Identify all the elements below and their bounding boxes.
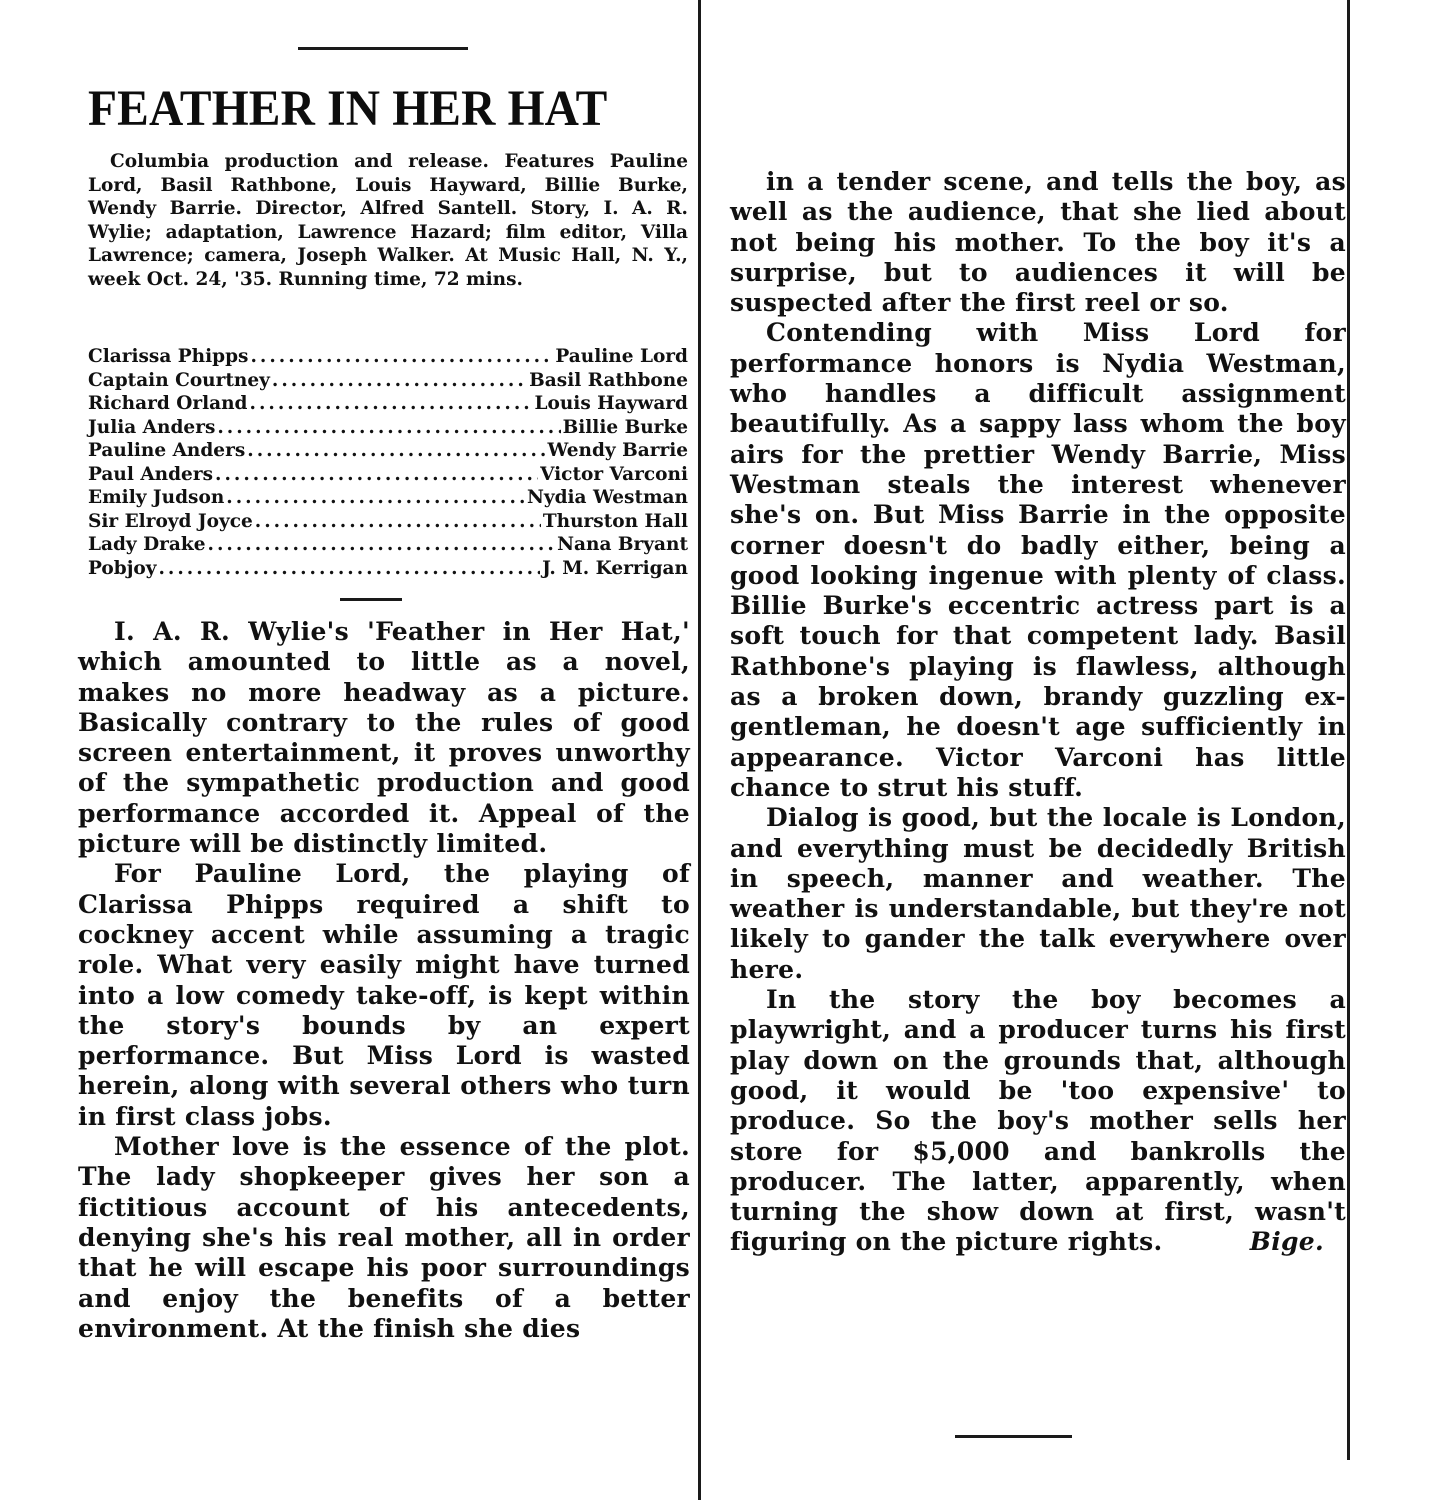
cast-role: Emily Judson (88, 487, 225, 508)
cast-role: Pobjoy (88, 557, 157, 579)
cast-row (88, 392, 688, 416)
cast-role: Lady Drake (88, 534, 206, 555)
review-body-left (78, 617, 690, 1344)
paragraph-text: In the story the boy becomes a playwright, and a producer turns his first play down on the grounds that, although good, it would be 'too expensive' to produce. So the boy's mother sells her store for $5,000 and bankrolls the producer. The latter, apparently, when turning the show down at first, wasn't figuring on the picture rights. (730, 985, 1346, 1257)
credits-block (88, 150, 688, 291)
review-body-right (730, 167, 1346, 1258)
cast-role: Sir Elroyd Joyce (88, 510, 253, 532)
cast-row (88, 510, 688, 534)
leader-dots (217, 416, 560, 440)
cast-row (88, 369, 688, 393)
column-divider (698, 0, 701, 1500)
leader-dots (250, 392, 533, 416)
cast-actor: Victor Varconi (540, 463, 688, 485)
leader-dots (250, 345, 553, 369)
cast-role: Julia Anders (88, 416, 216, 438)
cast-role: Pauline Anders (88, 440, 246, 461)
paragraph-with-signature (730, 985, 1346, 1258)
leader-dots (226, 486, 525, 510)
leader-dots (215, 463, 538, 487)
cast-row (88, 416, 688, 440)
cast-list (88, 345, 688, 580)
top-rule (298, 47, 468, 50)
cast-row (88, 533, 688, 557)
cast-row (88, 463, 688, 487)
cast-role: Clarissa Phipps (88, 346, 249, 367)
right-edge-rule (1347, 0, 1350, 1460)
cast-actor: Thurston Hall (542, 510, 688, 532)
paragraph: For Pauline Lord, the playing of Clarissa Phipps required a shift to cockney accent while assuming a tragic role. What very easily might have turned into a low comedy take-off, is kept within the story's bounds by an expert performance. But Miss Lord is wasted herein, along with several others who turn in first class jobs. (78, 859, 690, 1131)
reviewer-signature: Bige. (1249, 1227, 1324, 1257)
section-rule (340, 598, 402, 601)
paragraph: Dialog is good, but the locale is London, and everything must be decidedly British in speech, manner and weather. The weather is understandable, but they're not likely to gander the talk everywhere over here. (730, 803, 1346, 984)
cast-role: Richard Orland (88, 393, 248, 414)
paragraph: I. A. R. Wylie's 'Feather in Her Hat,' which amounted to little as a novel, makes no more headway as a picture. Basically contrary to the rules of good screen entertainment, it proves unworthy of the sympathetic production and good performance accorded it. Appeal of the picture will be distinctly limited. (78, 617, 690, 859)
cast-actor: Wendy Barrie (547, 440, 688, 461)
paragraph: Mother love is the essence of the plot. The lady shopkeeper gives her son a fictitious account of his antecedents, denying she's his real mother, all in order that he will escape his poor surroundings and enjoy the benefits of a better environment. At the finish she dies (78, 1132, 690, 1343)
cast-actor: Basil Rathbone (529, 369, 688, 391)
cast-actor: Nydia Westman (526, 487, 688, 508)
leader-dots (158, 557, 540, 581)
paragraph: Contending with Miss Lord for performance honors is Nydia Westman, who handles a difficult assignment beautifully. As a sappy lass whom the boy airs for the prettier Wendy Barrie, Miss Westman steals the interest whenever she's on. But Miss Barrie in the opposite corner doesn't do badly either, being a good looking ingenue with plenty of class. Billie Burke's eccentric actress part is a soft touch for that competent lady. Basil Rathbone's playing is flawless, although as a broken down, brandy guzzling ex-gentleman, he doesn't age sufficiently in appearance. Victor Varconi has little chance to strut his stuff. (730, 318, 1346, 802)
cast-row (88, 557, 688, 581)
review-headline: FEATHER IN HER HAT (88, 81, 608, 137)
leader-dots (255, 510, 541, 534)
cast-actor: J. M. Kerrigan (542, 557, 688, 579)
cast-row (88, 486, 688, 510)
cast-actor: Nana Bryant (557, 534, 688, 555)
end-rule (955, 1435, 1072, 1438)
paragraph: in a tender scene, and tells the boy, as well as the audience, that she lied about not being his mother. To the boy it's a surprise, but to audiences it will be suspected after the first reel or so. (730, 167, 1346, 318)
cast-actor: Louis Hayward (534, 393, 688, 414)
cast-row (88, 345, 688, 369)
credits-text: Columbia production and release. Features Pauline Lord, Basil Rathbone, Louis Hayward, Billie Burke, Wendy Barrie. Director, Alfred Santell. Story, I. A. R. Wylie; adaptation, Lawrence Hazard; film editor, Villa Lawrence; camera, Joseph Walker. At Music Hall, N. Y., week Oct. 24, '35. Running time, 72 mins. (88, 151, 688, 290)
cast-row (88, 439, 688, 463)
leader-dots (208, 533, 556, 557)
cast-role: Captain Courtney (88, 369, 270, 391)
cast-actor: Billie Burke (562, 416, 688, 438)
leader-dots (272, 369, 527, 393)
cast-role: Paul Anders (88, 463, 213, 485)
cast-actor: Pauline Lord (555, 346, 688, 367)
leader-dots (247, 439, 545, 463)
